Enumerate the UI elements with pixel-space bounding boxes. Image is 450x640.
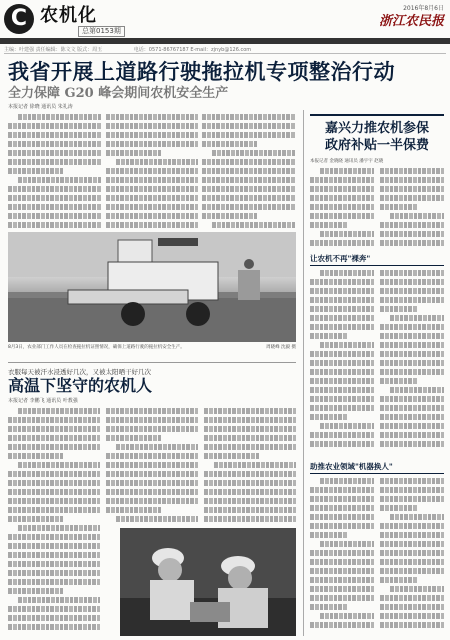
right-headline (310, 114, 444, 154)
caption-text: 8月3日，农业部门工作人员在检查拖拉机证照情况，确保上道路行驶的拖拉机安全生产。 (8, 345, 185, 350)
section-divider (8, 362, 296, 363)
lead-subheadline: 全力保障 G20 峰会期间农机安全生产 (8, 86, 229, 101)
right-body-column-1b (380, 168, 444, 248)
issue-date: 2016年8月6日 (403, 5, 444, 12)
lead-body-column-3 (202, 114, 296, 228)
right-body-column-2b (380, 270, 444, 456)
right-headline-line-2: 政府补贴一半保费 (324, 138, 429, 153)
section-letter-badge: C (4, 4, 34, 34)
newspaper-masthead: 浙江农民报 (378, 14, 444, 29)
right-headline-line-1: 嘉兴力推农机参保 (324, 121, 429, 136)
right-body-column-2a (310, 270, 374, 456)
right-body-column-3b (380, 478, 444, 636)
editor-info: 主编：叶建强 责任编辑：陈文文 版式：周玉 (4, 47, 103, 53)
lead-photo-caption (8, 344, 296, 351)
lead-body-column-1 (8, 114, 102, 228)
right-subhead-2: 助推农业领域"机器换人" (310, 462, 444, 474)
mechanics-photo (120, 528, 296, 636)
lead-byline: 本报记者 徐晓 通讯员 朱礼涛 (8, 104, 73, 110)
second-headline: 高温下坚守的农机人 (8, 376, 153, 395)
second-body-column-1 (8, 408, 100, 636)
second-kicker: 衣服每天被汗水浸透好几次，又被太阳晒干好几次 (8, 368, 151, 376)
second-body-column-3 (204, 408, 296, 524)
mechanics-illustration (120, 528, 296, 636)
contact-info: 电话：0571-86767187 E-mail：zjnyb@126.com (133, 47, 252, 53)
photo-credit: 周晓峰 沈毅 摄 (266, 345, 296, 350)
column-divider (303, 110, 304, 636)
header-bar (0, 38, 450, 44)
lead-body-column-2 (106, 114, 198, 228)
edition-info-line (4, 46, 446, 54)
right-subhead-1: 让农机不再"裸奔" (310, 254, 444, 266)
right-body-column-1a (310, 168, 374, 248)
harvester-photo (8, 232, 296, 342)
second-byline: 本报记者 李鹏飞 通讯员 叶教强 (8, 398, 78, 404)
harvester-illustration (8, 232, 296, 342)
section-title: 农机化 (40, 5, 97, 26)
right-byline: 本报记者 金晓晓 通讯员 潘宇宇 赵晓 (310, 159, 384, 164)
page-number-label: 总第0153期 (78, 26, 125, 37)
issue-info (294, 5, 444, 13)
right-body-column-3a (310, 478, 374, 636)
lead-headline: 我省开展上道路行驶拖拉机专项整治行动 (8, 60, 395, 84)
second-body-column-2 (106, 408, 198, 524)
